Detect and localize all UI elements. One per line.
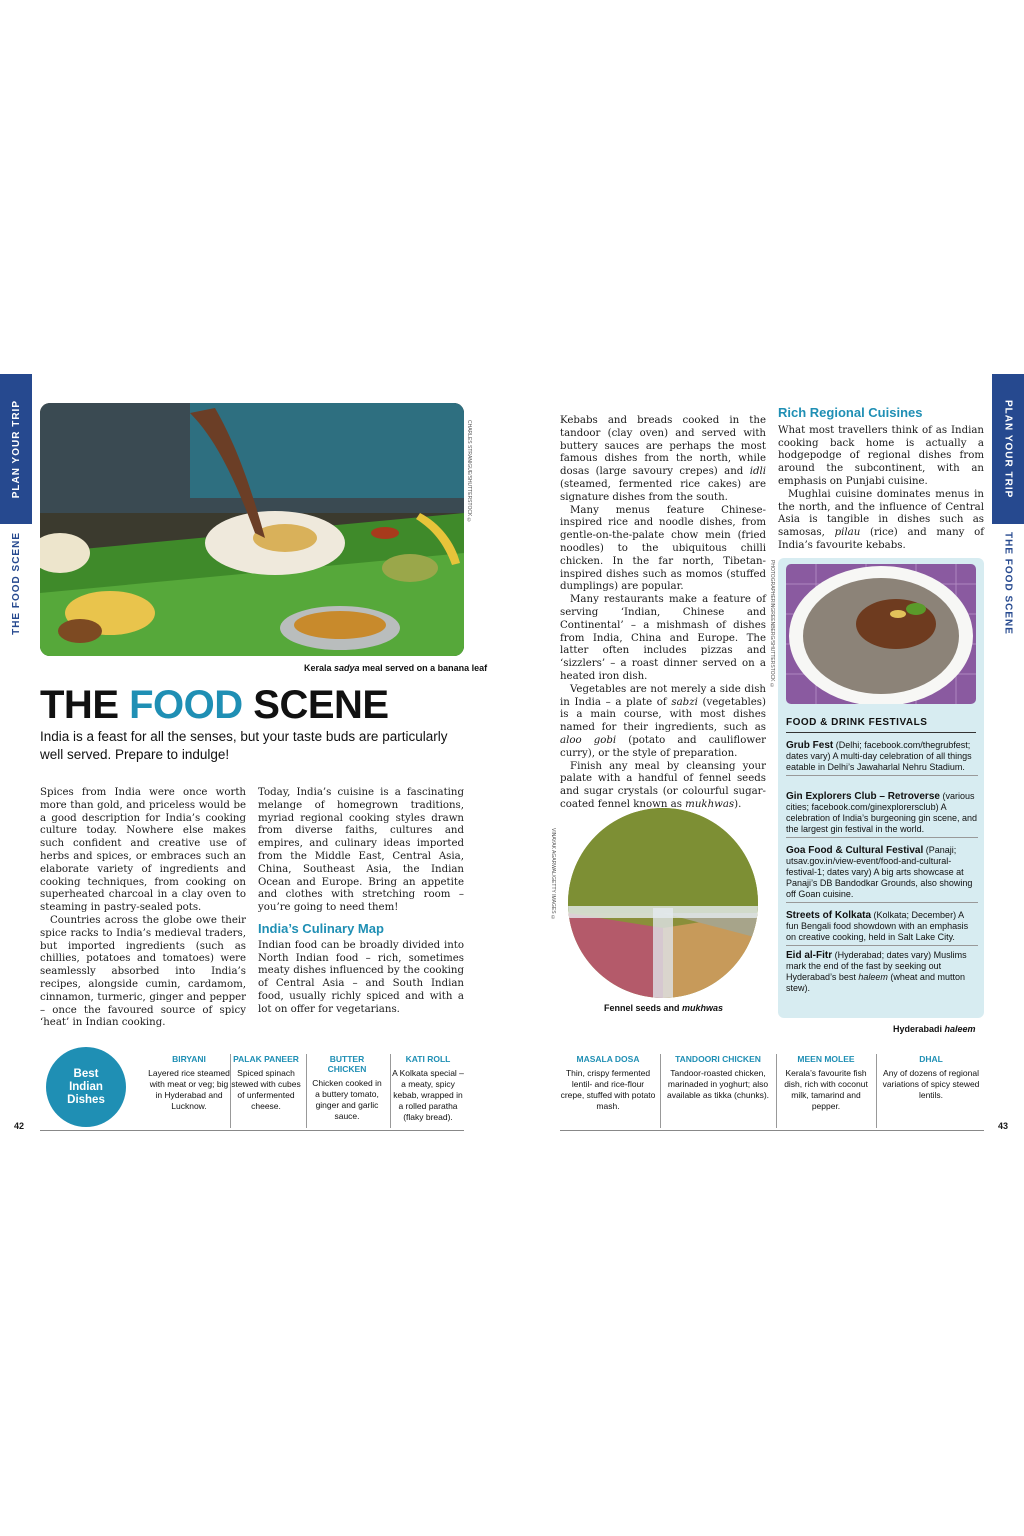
haleem-photo [786, 564, 976, 704]
paragraph: Many menus feature Chinese-inspired rice and noodle dishes, from gentle-on-the-palate chow mein (fried noodles) to the ubiquitous chilli chicken. In the far north, Tibetan-inspired dishes such as momos (stuffed dumplings) are popular. [560, 504, 766, 593]
festival-item: Gin Explorers Club – Retroverse (various cities; facebook.com/ginexplorersclub) A celebration of India’s burgeoning gin scene, and the largest gin festival in the world. [786, 791, 978, 838]
footer-rule [40, 1130, 464, 1131]
dish-item: BIRYANI Layered rice steamed with meat or veg; big in Hyderabad and Lucknow. [148, 1054, 230, 1111]
festival-item: Goa Food & Cultural Festival (Panaji; utsav.gov.in/view-event/food-and-cultural-festival-1; dates vary) A big arts showcase at Panaji’s DB Bandodkar Grounds, also showing off Goan cuisine. [786, 845, 978, 903]
left-side-tab [0, 374, 32, 639]
divider [776, 1054, 777, 1128]
badge-line: Indian [69, 1080, 103, 1093]
page-title: THE FOOD SCENE [40, 683, 389, 727]
photo-caption: Hyderabadi haleem [893, 1024, 976, 1034]
body-column-4 [778, 407, 984, 553]
divider [660, 1054, 661, 1128]
page-number-right: 43 [998, 1121, 1009, 1131]
section-label: THE FOOD SCENE [1002, 532, 1014, 635]
paragraph: Vegetables are not merely a side dish in India – a plate of sabzi (vegetables) is a main course, with most dishes named for their ingredients, such as aloo gobi (potato and cauliflower curry), or the style of preparation. [560, 683, 766, 759]
photo-credit: VINAYAK AGARWAL/GETTY IMAGES © [550, 828, 556, 921]
plan-your-trip-label: PLAN YOUR TRIP [10, 399, 22, 499]
paragraph: Kebabs and breads cooked in the tandoor (clay oven) and served with buttery sauces are perhaps the most famous dishes from the north, while dosas (large savoury crepes) and idli (steamed, fermented rice cakes) are signature dishes from the south. [560, 415, 766, 503]
divider [390, 1054, 391, 1128]
section-heading: Rich Regional Cuisines [778, 405, 923, 420]
dish-item: PALAK PANEER Spiced spinach stewed with cubes of unfermented cheese. [231, 1054, 301, 1111]
paragraph: Spices from India were once worth more than gold, and priceless would be a good description for India’s cooking culture today. Nowhere else makes such confident and creative use of herbs and spices, or embraces such an elaborate variety of ingredients and cooking techniques, from cooking on superheated charcoal in a clay oven to steaming in pastry-sealed pots. [40, 787, 246, 914]
paragraph: Many restaurants make a feature of serving ‘Indian, Chinese and Continental’ – a mishmash of dishes from India, China and Europe. The latter often includes pizzas and ‘sizzlers’ – a roast dinner served on a heated iron dish. [560, 594, 766, 682]
paragraph: Mughlai cuisine dominates menus in the north, and the influence of Central Asia is tangible in dishes such as samosas, pilau (rice) and many of India’s favourite kebabs. [778, 488, 984, 551]
intro-text: India is a feast for all the senses, but your taste buds are particularly well served. Prepare to indulge! [40, 729, 448, 762]
festivals-heading: FOOD & DRINK FESTIVALS [786, 717, 976, 733]
plan-your-trip-label: PLAN YOUR TRIP [1002, 399, 1014, 499]
festival-item: Grub Fest (Delhi; facebook.com/thegrubfest; dates vary) A multi-day celebration of all things eatable in Delhi’s Jawaharlal Nehru Stadium. [786, 740, 978, 776]
dish-item: BUTTER CHICKEN Chicken cooked in a buttery tomato, ginger and garlic sauce. [312, 1054, 382, 1121]
divider [306, 1054, 307, 1128]
best-dishes-badge [46, 1047, 126, 1127]
page-number-left: 42 [14, 1121, 25, 1131]
photo-credit: CHARLES STRANIGUE/SHUTTERSTOCK © [466, 420, 472, 524]
badge-line: Dishes [67, 1093, 105, 1106]
photo-caption: Kerala sadya meal served on a banana leaf [304, 663, 488, 673]
dish-item: KATI ROLL A Kolkata special – a meaty, spicy kebab, wrapped in a rolled paratha (flaky bread). [392, 1054, 464, 1122]
footer-rule [560, 1130, 984, 1131]
body-column-1 [40, 787, 246, 1030]
photo-caption: Fennel seeds and mukhwas [604, 1003, 724, 1013]
paragraph: Today, India’s cuisine is a fascinating melange of homegrown traditions, myriad regional cooking styles drawn from diverse faiths, cultures and empires, and culinary ideas imported from the Middle East, Central Asia, China, Southeast Asia, the Indian Ocean and Europe. Bring an appetite and clothes with stretching room – you’re going to need them! [258, 787, 464, 914]
dish-item: MASALA DOSA Thin, crispy fermented lentil- and rice-flour crepe, stuffed with potato mash. [560, 1054, 656, 1111]
body-column-3 [560, 415, 766, 812]
sadya-meal-photo [40, 403, 464, 656]
section-label: THE FOOD SCENE [10, 532, 22, 635]
section-heading: India’s Culinary Map [258, 920, 384, 936]
paragraph: Finish any meal by cleansing your palate with a handful of fennel seeds and sugar crystals (or colourful sugar-coated fennel known as mukhwas). [560, 760, 766, 810]
festival-item: Eid al-Fitr (Hyderabad; dates vary) Muslims mark the end of the fast by seeking out Hyderabad’s best haleem (wheat and mutton stew). [786, 950, 967, 993]
dish-item: DHAL Any of dozens of regional variations of spicy stewed lentils. [882, 1054, 980, 1100]
paragraph: What most travellers think of as Indian cooking back home is actually a hodgepodge of regional dishes from around the subcontinent, with an emphasis on Punjabi cuisine. [778, 424, 984, 487]
festival-item: Streets of Kolkata (Kolkata; December) A fun Bengali food showdown with an emphasis on creative cooking, held in Salt Lake City. [786, 910, 978, 946]
divider [876, 1054, 877, 1128]
body-column-2 [258, 787, 464, 1017]
badge-line: Best [73, 1067, 99, 1080]
photo-credit: PHOTOGRAPHERINGREENBERG/SHUTTERSTOCK © [769, 560, 775, 689]
paragraph: Indian food can be broadly divided into North Indian food – rich, sometimes meaty dishes influenced by the cooking of Central Asia – and South Indian food, usually richly spiced and with a lot on offer for vegetarians. [258, 939, 464, 1015]
dish-item: MEEN MOLEE Kerala’s favourite fish dish, rich with coconut milk, tamarind and pepper. [784, 1054, 868, 1111]
dish-item: TANDOORI CHICKEN Tandoor-roasted chicken, marinaded in yoghurt; also available as tikka (chunks). [666, 1054, 770, 1100]
right-side-tab [992, 374, 1024, 639]
paragraph: Countries across the globe owe their spice racks to India’s medieval traders, but imported ingredients (such as chillies, potatoes and tomatoes) were seamlessly absorbed into India’s recipes, alongside cumin, cardamom, cinnamon, turmeric, ginger and pepper – once the favoured source of spicy ‘heat’ in Indian cooking. [40, 914, 246, 1029]
fennel-seeds-photo [568, 808, 758, 998]
